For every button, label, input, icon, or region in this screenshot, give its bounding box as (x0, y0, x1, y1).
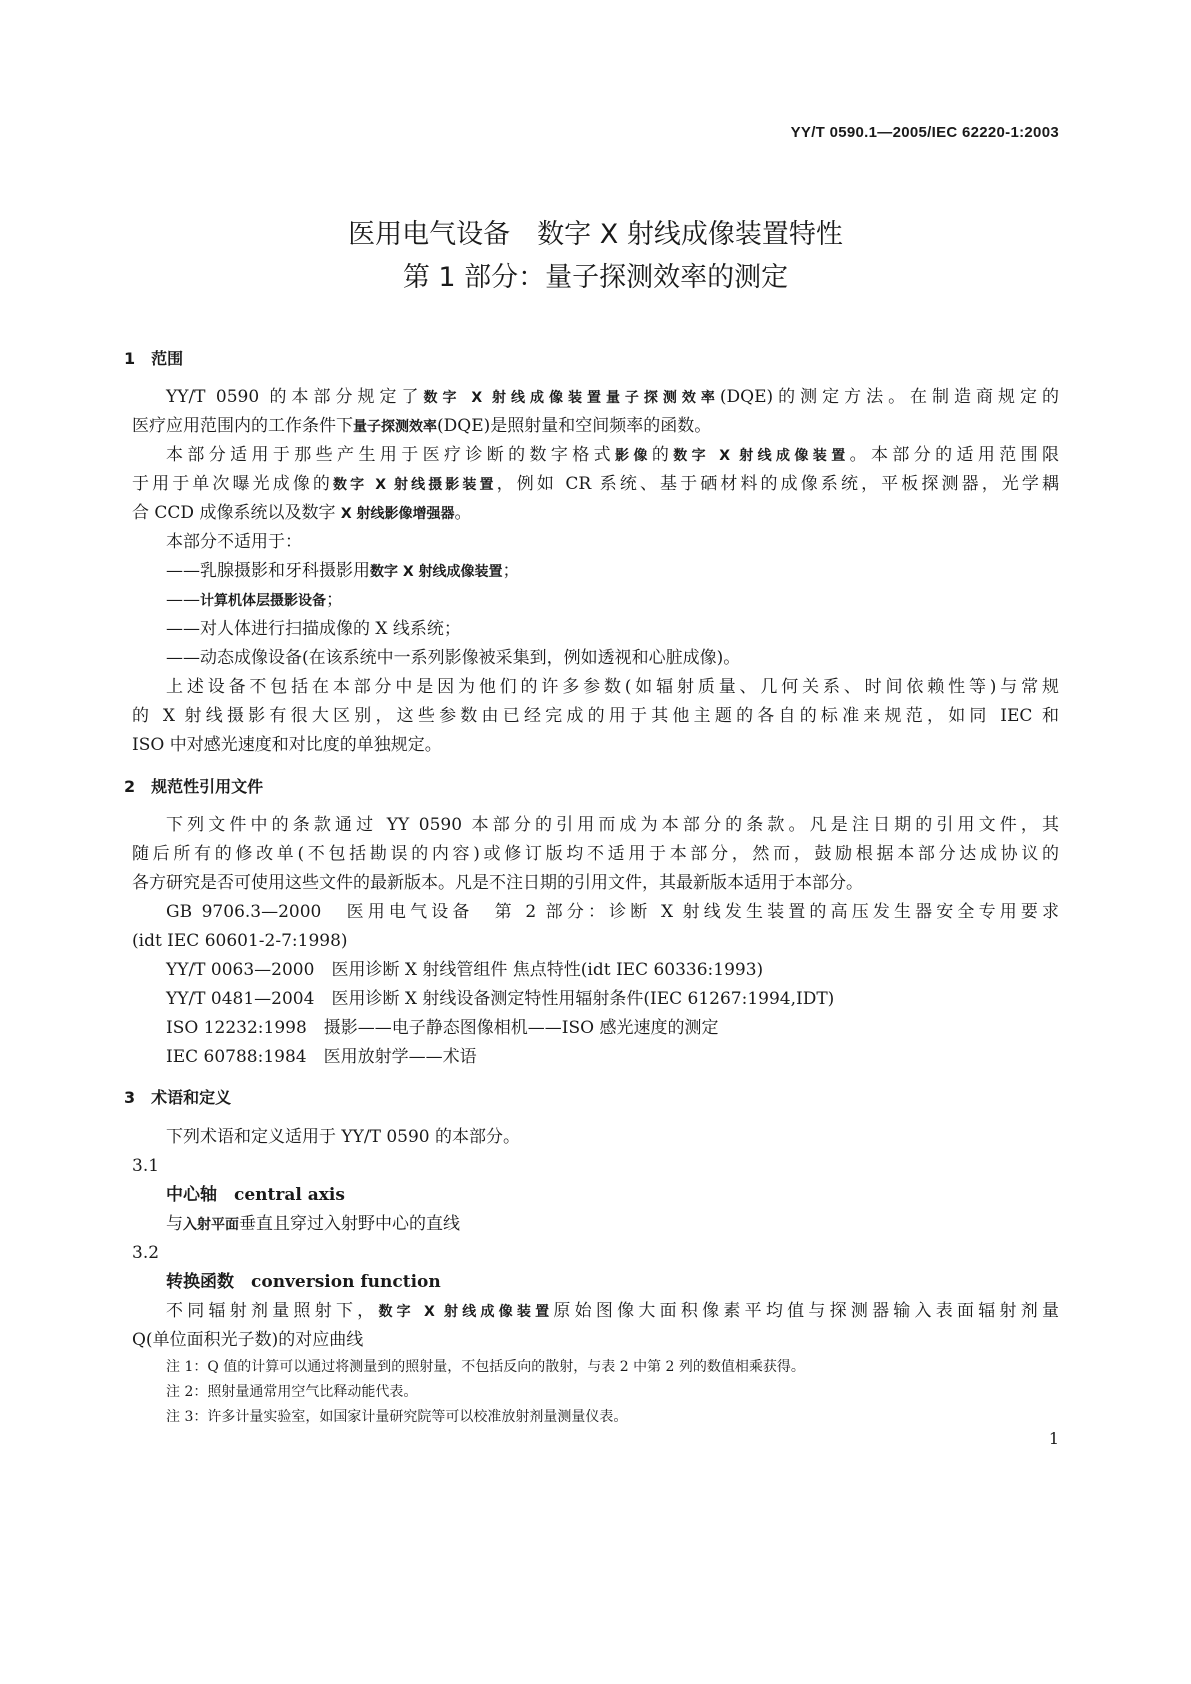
standard-number: YY/T 0590.1—2005/IEC 62220-1:2003 (790, 124, 1059, 141)
s1-paragraph4-line1: 上述设备不包括在本部分中是因为他们的许多参数(如辐射质量、几何关系、时间依赖性等)与常规 (166, 677, 1059, 697)
s1-paragraph2-line3: 合 CCD 成像系统以及数字 X 射线影像增强器。 (132, 503, 472, 523)
s1-paragraph3: 本部分不适用于： (166, 532, 302, 552)
term-3-1-number: 3.1 (132, 1156, 160, 1176)
term-3-2-definition-line2: Q(单位面积光子数)的对应曲线 (132, 1330, 364, 1350)
term-3-2-number: 3.2 (132, 1243, 160, 1263)
s1-bullet4: ——动态成像设备(在该系统中一系列影像被采集到，例如透视和心脏成像)。 (166, 648, 741, 668)
document-title-line1: 医用电气设备 数字 X 射线成像装置特性 (348, 219, 843, 250)
s2-reference1-line1: GB 9706.3—2000 医用电气设备 第 2 部分：诊断 X 射线发生装置的高压发生器安全专用要求 (166, 902, 1059, 922)
note-2: 注 2：照射量通常用空气比释动能代表。 (166, 1384, 418, 1400)
s1-paragraph4-line2: 的 X 射线摄影有很大区别，这些参数由已经完成的用于其他主题的各自的标准来规范，如同 IEC 和 (132, 706, 1059, 726)
s1-paragraph4-line3: ISO 中对感光速度和对比度的单独规定。 (132, 735, 442, 755)
term-3-2-definition-line1: 不同辐射剂量照射下，数字 X 射线成像装置原始图像大面积像素平均值与探测器输入表面辐射剂量 (166, 1301, 1060, 1321)
section-1-body (132, 383, 1059, 760)
s2-reference1-line2: (idt IEC 60601-2-7:1998) (132, 931, 348, 951)
term-3-1-name: 中心轴 central axis (166, 1185, 345, 1205)
s1-paragraph1-line1: YY/T 0590 的本部分规定了数字 X 射线成像装置量子探测效率(DQE)的测定方法。在制造商规定的 (166, 387, 1059, 407)
s2-reference4: ISO 12232:1998 摄影——电子静态图像相机——ISO 感光速度的测定 (166, 1018, 719, 1038)
s1-paragraph2-line1: 本部分适用于那些产生用于医疗诊断的数字格式影像的数字 X 射线成像装置。本部分的适用范围限 (166, 445, 1060, 465)
document-title-line2: 第 1 部分：量子探测效率的测定 (402, 262, 789, 293)
section-3-body (132, 1123, 1059, 1355)
notes (132, 1355, 1059, 1430)
s2-reference2: YY/T 0063—2000 医用诊断 X 射线管组件 焦点特性(idt IEC 60336:1993) (166, 960, 764, 980)
s1-bullet1: ——乳腺摄影和牙科摄影用数字 X 射线成像装置； (166, 561, 520, 581)
note-1: 注 1：Q 值的计算可以通过将测量到的照射量，不包括反向的散射，与表 2 中第 2 列的数值相乘获得。 (166, 1359, 805, 1375)
section-2-body (132, 811, 1059, 1072)
s2-reference5: IEC 60788:1984 医用放射学——术语 (166, 1047, 477, 1067)
s3-intro: 下列术语和定义适用于 YY/T 0590 的本部分。 (166, 1127, 520, 1147)
term-3-1-definition: 与入射平面垂直且穿过入射野中心的直线 (166, 1214, 460, 1234)
section-3-heading: 3 术语和定义 (124, 1088, 232, 1107)
s2-paragraph1-line3: 各方研究是否可使用这些文件的最新版本。凡是不注日期的引用文件，其最新版本适用于本部分。 (132, 873, 863, 893)
s2-paragraph1-line1: 下列文件中的条款通过 YY 0590 本部分的引用而成为本部分的条款。凡是注日期的引用文件，其 (166, 815, 1059, 835)
note-3: 注 3：许多计量实验室，如国家计量研究院等可以校准放射剂量测量仪表。 (166, 1409, 628, 1425)
page-number: 1 (1048, 1429, 1059, 1448)
term-3-2-name: 转换函数 conversion function (166, 1272, 441, 1292)
section-2-heading: 2 规范性引用文件 (124, 777, 264, 796)
s2-reference3: YY/T 0481—2004 医用诊断 X 射线设备测定特性用辐射条件(IEC 61267:1994,IDT) (166, 989, 835, 1009)
s2-paragraph1-line2: 随后所有的修改单(不包括勘误的内容)或修订版均不适用于本部分，然而，鼓励根据本部分达成协议的 (132, 844, 1059, 864)
s1-bullet2: ——计算机体层摄影设备； (166, 590, 343, 610)
s1-bullet3: ——对人体进行扫描成像的 X 线系统； (166, 619, 461, 639)
section-1-heading: 1 范围 (124, 349, 184, 368)
s1-paragraph1-line2: 医疗应用范围内的工作条件下量子探测效率(DQE)是照射量和空间频率的函数。 (132, 416, 712, 436)
s1-paragraph2-line2: 于用于单次曝光成像的数字 X 射线摄影装置，例如 CR 系统、基于硒材料的成像系统，平板探测器，光学耦 (132, 474, 1059, 494)
